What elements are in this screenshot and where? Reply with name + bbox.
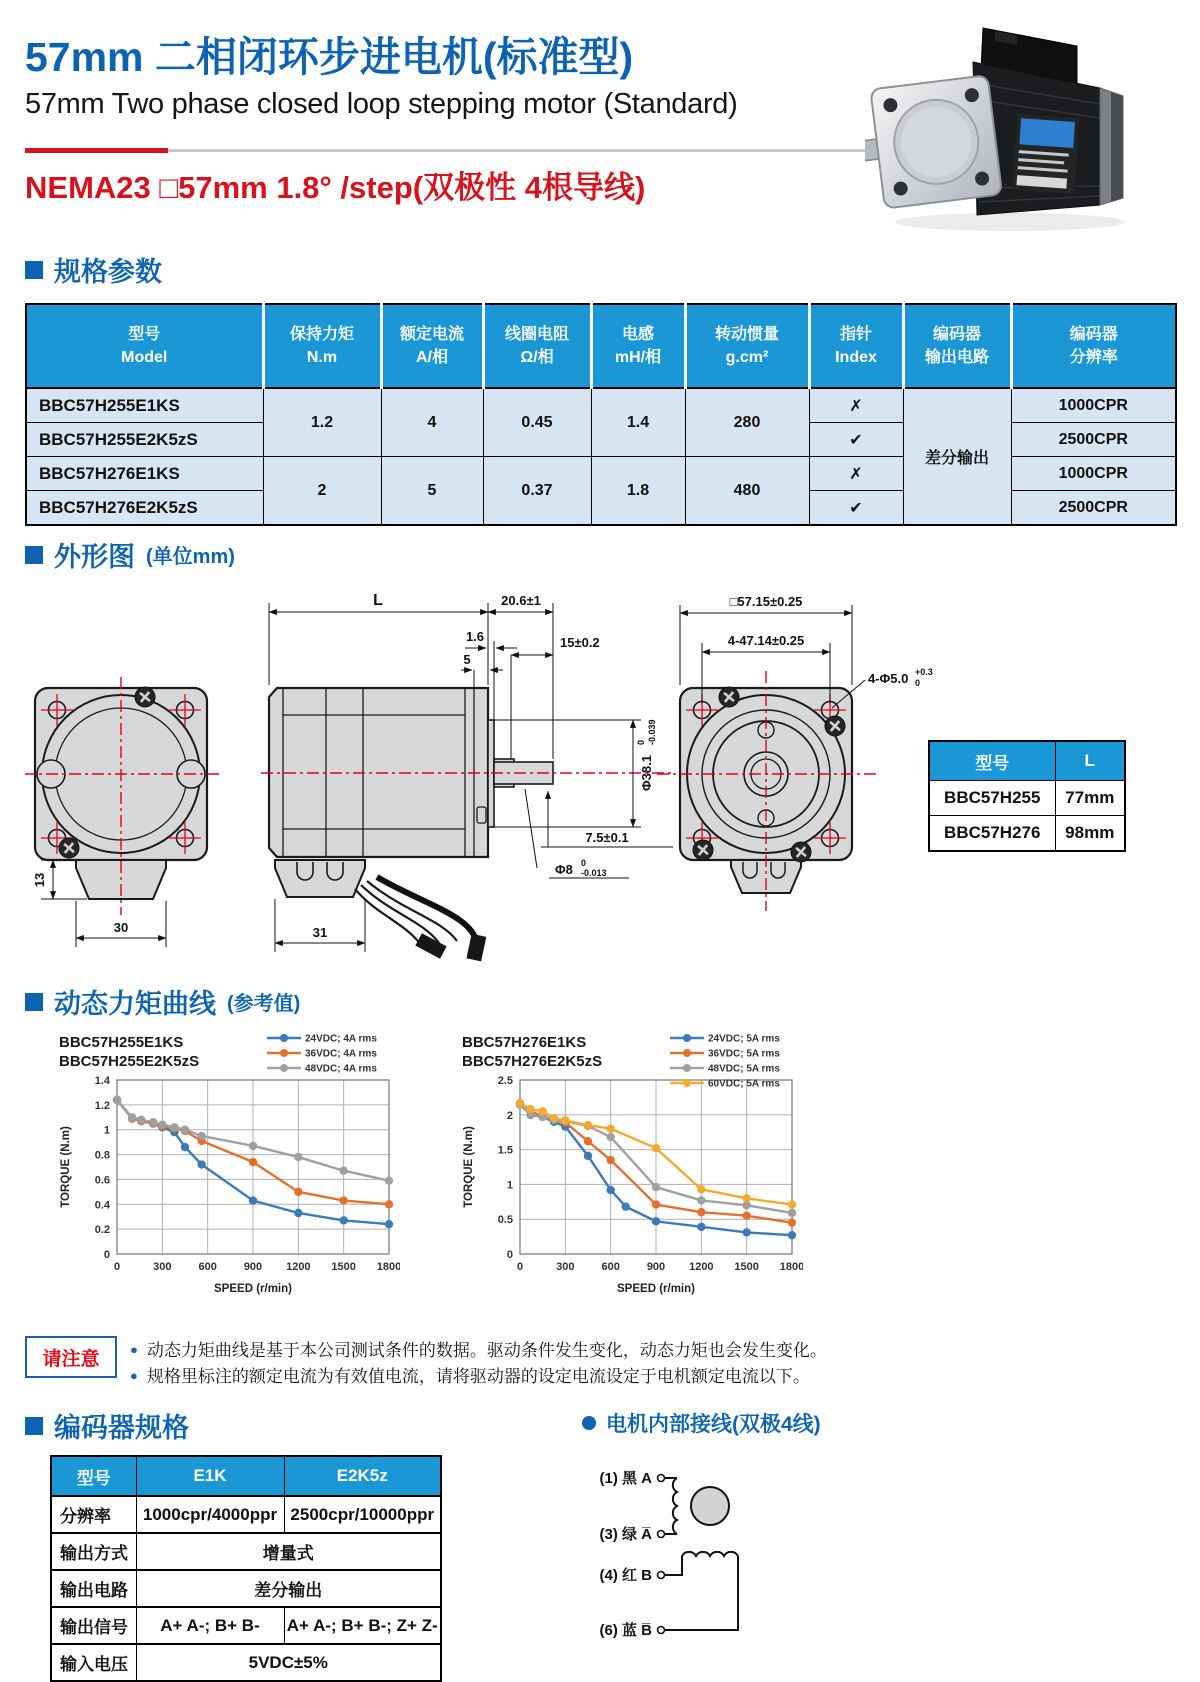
data-point xyxy=(385,1220,393,1228)
y-tick: 0.8 xyxy=(94,1149,110,1162)
enc-resolution-e1k: 1000cpr/4000ppr xyxy=(136,1496,284,1533)
y-tick: 1.4 xyxy=(94,1075,110,1087)
dim-hole-tol-bot: 0 xyxy=(915,678,921,688)
y-tick: 0.4 xyxy=(94,1199,110,1212)
x-tick: 300 xyxy=(153,1261,172,1273)
table-row xyxy=(51,1607,441,1644)
data-point xyxy=(652,1183,660,1191)
motor-photo xyxy=(865,0,1155,235)
x-tick: 0 xyxy=(516,1261,524,1273)
model-cell: BBC57H255E1KS xyxy=(26,388,263,423)
x-tick: 600 xyxy=(198,1261,217,1273)
data-point xyxy=(788,1209,796,1217)
page-title: 57mm 二相闭环步进电机(标准型) xyxy=(25,34,634,80)
bullet-icon: ● xyxy=(130,1368,138,1383)
x-tick: 300 xyxy=(556,1261,575,1273)
wiring-terminals xyxy=(658,1475,665,1634)
terminal-label-3: (3) 绿 A̅ xyxy=(599,1526,652,1543)
dim-front-len: 20.6±1 xyxy=(501,593,541,608)
section-bullet-icon xyxy=(25,1417,43,1435)
dim-conn-width2: 31 xyxy=(312,925,328,940)
inductance-cell: 1.4 xyxy=(591,388,685,457)
dim-L: L xyxy=(373,592,383,609)
col-inductance: 电感 mH/相 xyxy=(591,304,685,388)
col-inertia: 转动惯量 g.cm² xyxy=(685,304,809,388)
data-point xyxy=(742,1194,750,1202)
enc-input-voltage: 5VDC±5% xyxy=(136,1644,441,1681)
encoder-table xyxy=(50,1455,442,1682)
svg-text:48VDC; 5A rms: 48VDC; 5A rms xyxy=(708,1063,780,1075)
y-tick: 0.2 xyxy=(94,1224,110,1237)
legend-item xyxy=(267,1064,377,1075)
dim-hole-tol-top: +0.3 xyxy=(915,667,933,677)
dim-hole-dia: 4-Φ5.0 xyxy=(868,671,909,686)
resolution-cell: 1000CPR xyxy=(1011,388,1176,423)
chart-title: BBC57H255E1KS xyxy=(59,1034,184,1051)
data-point xyxy=(697,1223,705,1231)
table-row xyxy=(51,1570,441,1607)
data-point xyxy=(697,1196,705,1204)
l-table-col-model: 型号 xyxy=(929,741,1055,781)
dim-step: 7.5±0.1 xyxy=(585,830,629,845)
resolution-cell: 2500CPR xyxy=(1011,491,1176,526)
y-axis-label: TORQUE (N.m) xyxy=(60,1126,72,1208)
l-table-col-L: L xyxy=(1055,741,1125,781)
data-point xyxy=(385,1176,393,1184)
notice-item-2: ● 规格里标注的额定电流为有效值电流，请将驱动器的设定电流设定于电机额定电流以下。 xyxy=(130,1367,810,1386)
data-point xyxy=(113,1096,121,1104)
y-tick: 0 xyxy=(506,1249,513,1261)
motor-flange xyxy=(865,75,1002,214)
y-tick: 1.2 xyxy=(94,1099,110,1112)
data-point xyxy=(606,1125,614,1133)
dim-boss-dia xyxy=(636,719,657,791)
dim-pitch: 4-47.14±0.25 xyxy=(727,633,805,648)
data-point xyxy=(197,1132,205,1140)
data-point xyxy=(584,1137,592,1145)
col-model: 型号 Model xyxy=(26,304,263,388)
l-model: BBC57H255 xyxy=(929,781,1055,816)
enc-col-model: 型号 xyxy=(51,1456,136,1496)
x-tick: 1200 xyxy=(689,1261,714,1273)
legend-item xyxy=(267,1034,377,1045)
x-tick: 900 xyxy=(646,1261,666,1273)
x-tick: 1800 xyxy=(779,1261,803,1273)
plot-area xyxy=(498,1075,803,1273)
chart-title: BBC57H255E2K5zS xyxy=(59,1053,200,1070)
data-point xyxy=(339,1216,347,1224)
svg-text:36VDC; 4A rms: 36VDC; 4A rms xyxy=(305,1048,377,1060)
terminal-label-1: (1) 黑 A xyxy=(599,1470,652,1487)
dim-shaft-dia-tol-bot: -0.013 xyxy=(581,868,607,878)
legend-item xyxy=(670,1079,780,1090)
table-row xyxy=(929,781,1125,816)
data-point xyxy=(128,1113,136,1121)
rotor-circle xyxy=(691,1487,729,1525)
x-axis-label: SPEED (r/min) xyxy=(214,1283,292,1295)
x-tick: 0 xyxy=(113,1261,121,1273)
torque-chart-276 xyxy=(458,1030,803,1315)
table-row xyxy=(26,388,1176,423)
section-encoder-title: 编码器规格 xyxy=(54,1413,189,1443)
y-axis-label: TORQUE (N.m) xyxy=(463,1126,475,1208)
y-tick: 0.6 xyxy=(94,1174,110,1187)
notice-label: 请注意 xyxy=(25,1336,117,1378)
resolution-cell: 1000CPR xyxy=(1011,457,1176,491)
section-bullet-icon xyxy=(25,993,43,1011)
rear-view xyxy=(657,594,933,911)
section-specs xyxy=(25,250,162,289)
x-tick: 1800 xyxy=(376,1261,400,1273)
current-cell: 5 xyxy=(381,457,483,526)
legend-item xyxy=(267,1049,377,1060)
enc-signal-e1k: A+ A-; B+ B- xyxy=(136,1607,284,1644)
length-table xyxy=(928,740,1126,852)
data-point xyxy=(249,1142,257,1150)
divider-gray xyxy=(168,149,868,152)
enc-resolution-e2k5z: 2500cpr/10000ppr xyxy=(284,1496,441,1533)
index-mark: ✔ xyxy=(809,491,903,526)
y-tick: 2 xyxy=(506,1109,513,1122)
table-row xyxy=(51,1533,441,1570)
dim-flange-th: 5 xyxy=(463,652,471,667)
col-encoder-circuit: 编码器 输出电路 xyxy=(903,304,1011,388)
resistance-cell: 0.45 xyxy=(483,388,591,457)
legend-item xyxy=(670,1064,780,1075)
data-point xyxy=(652,1144,660,1152)
torque-chart-svg xyxy=(55,1030,400,1315)
legend-item xyxy=(670,1049,780,1060)
index-mark: ✗ xyxy=(809,388,903,423)
section-specs-title: 规格参数 xyxy=(54,257,162,287)
data-point xyxy=(788,1200,796,1208)
data-point xyxy=(742,1228,750,1236)
data-point xyxy=(788,1218,796,1226)
section-wiring xyxy=(582,1408,821,1438)
section-torque xyxy=(25,982,300,1021)
svg-text:48VDC; 4A rms: 48VDC; 4A rms xyxy=(305,1063,377,1075)
data-point xyxy=(652,1200,660,1208)
motor-label xyxy=(1012,114,1079,194)
data-point xyxy=(339,1167,347,1175)
dim-boss-th: 1.6 xyxy=(465,629,485,644)
data-point xyxy=(158,1121,166,1129)
torque-chart-svg xyxy=(458,1030,803,1315)
data-point xyxy=(181,1143,189,1151)
enc-output-mode: 增量式 xyxy=(136,1533,441,1570)
dim-square: □57.15±0.25 xyxy=(729,594,803,609)
chart-title: BBC57H276E2K5zS xyxy=(462,1053,603,1070)
data-point xyxy=(788,1231,796,1239)
data-point xyxy=(181,1126,189,1134)
data-point xyxy=(294,1188,302,1196)
data-point xyxy=(197,1160,205,1168)
y-tick: 0.5 xyxy=(497,1214,513,1227)
data-point xyxy=(294,1153,302,1161)
section-dims-unit: (单位mm) xyxy=(146,546,235,568)
l-model: BBC57H276 xyxy=(929,816,1055,852)
encoder-header-row xyxy=(51,1456,441,1496)
x-tick: 1500 xyxy=(331,1261,356,1273)
x-tick: 1500 xyxy=(734,1261,759,1273)
data-point xyxy=(385,1200,393,1208)
data-point xyxy=(606,1156,614,1164)
dim-shaft-dia: Φ8 xyxy=(555,862,573,877)
legend-item xyxy=(670,1034,780,1045)
current-cell: 4 xyxy=(381,388,483,457)
svg-text:-0.039: -0.039 xyxy=(647,719,657,745)
y-tick: 0 xyxy=(103,1249,110,1261)
circle-bullet-icon xyxy=(582,1416,596,1430)
y-tick: 1 xyxy=(506,1179,513,1192)
torque-chart-255 xyxy=(55,1030,400,1315)
svg-text:Φ38.1: Φ38.1 xyxy=(639,755,654,791)
data-point xyxy=(606,1186,614,1194)
enc-row-label: 输出信号 xyxy=(51,1607,136,1644)
motor-cable xyxy=(377,877,477,943)
nema-spec-line: NEMA23 □57mm 1.8° /step(双极性 4根导线) xyxy=(25,170,646,205)
data-point xyxy=(516,1099,524,1107)
section-torque-unit: (参考值) xyxy=(227,993,301,1015)
section-bullet-icon xyxy=(25,546,43,564)
front-view xyxy=(25,677,223,947)
enc-signal-e2k5z: A+ A-; B+ B-; Z+ Z- xyxy=(284,1607,441,1644)
x-axis-label: SPEED (r/min) xyxy=(617,1283,695,1295)
inertia-cell: 280 xyxy=(685,388,809,457)
terminal-label-4: (4) 红 B xyxy=(599,1567,652,1584)
col-encoder-res: 编码器 分辨率 xyxy=(1011,304,1176,388)
col-resistance: 线圈电阻 Ω/相 xyxy=(483,304,591,388)
data-point xyxy=(249,1158,257,1166)
terminal-label-6: (6) 蓝 B̅ xyxy=(599,1622,652,1639)
table-row xyxy=(51,1644,441,1681)
svg-text:60VDC; 5A rms: 60VDC; 5A rms xyxy=(708,1078,780,1090)
col-current: 额定电流 A/相 xyxy=(381,304,483,388)
spec-table xyxy=(25,303,1177,526)
y-tick: 2.5 xyxy=(497,1075,513,1087)
y-tick: 1 xyxy=(103,1124,110,1137)
data-point xyxy=(149,1118,157,1126)
l-value: 77mm xyxy=(1055,781,1125,816)
table-row xyxy=(51,1496,441,1533)
page-subtitle-en: 57mm Two phase closed loop stepping motor (Standard) xyxy=(25,88,738,120)
data-point xyxy=(606,1133,614,1141)
section-dims-title: 外形图 xyxy=(54,542,135,572)
enc-row-label: 输入电压 xyxy=(51,1644,136,1681)
notice-item-1: ● 动态力矩曲线是基于本公司测试条件的数据。驱动条件发生变化，动态力矩也会发生变化。 xyxy=(130,1341,827,1360)
bullet-icon: ● xyxy=(130,1342,138,1357)
enc-row-label: 分辨率 xyxy=(51,1496,136,1533)
data-point xyxy=(742,1212,750,1220)
data-point xyxy=(538,1107,546,1115)
dim-shaft-dia-tol-top: 0 xyxy=(581,858,587,868)
data-point xyxy=(170,1123,178,1131)
y-tick: 1.5 xyxy=(497,1144,513,1157)
model-cell: BBC57H276E2K5zS xyxy=(26,491,263,526)
spec-header-row xyxy=(26,304,1176,388)
enc-row-label: 输出方式 xyxy=(51,1533,136,1570)
model-cell: BBC57H276E1KS xyxy=(26,457,263,491)
inductance-cell: 1.8 xyxy=(591,457,685,526)
resistance-cell: 0.37 xyxy=(483,457,591,526)
data-point xyxy=(137,1116,145,1124)
model-cell: BBC57H255E2K5zS xyxy=(26,423,263,457)
encoder-output-cell: 差分输出 xyxy=(903,388,1011,525)
section-encoder xyxy=(25,1406,189,1445)
col-torque: 保持力矩 N.m xyxy=(263,304,381,388)
data-point xyxy=(584,1121,592,1129)
x-tick: 900 xyxy=(243,1261,263,1273)
data-point xyxy=(249,1196,257,1204)
svg-text:36VDC; 5A rms: 36VDC; 5A rms xyxy=(708,1048,780,1060)
table-row xyxy=(929,816,1125,852)
data-point xyxy=(622,1202,630,1210)
data-point xyxy=(697,1208,705,1216)
divider-red xyxy=(25,148,168,153)
resolution-cell: 2500CPR xyxy=(1011,423,1176,457)
svg-text:24VDC; 4A rms: 24VDC; 4A rms xyxy=(305,1033,377,1045)
col-index: 指针 Index xyxy=(809,304,903,388)
data-point xyxy=(526,1105,534,1113)
torque-cell: 1.2 xyxy=(263,388,381,457)
chart-title: BBC57H276E1KS xyxy=(462,1034,587,1051)
data-point xyxy=(697,1185,705,1193)
l-value: 98mm xyxy=(1055,816,1125,852)
enc-col-e2k5z: E2K5z xyxy=(284,1456,441,1496)
svg-text:24VDC; 5A rms: 24VDC; 5A rms xyxy=(708,1033,780,1045)
inertia-cell: 480 xyxy=(685,457,809,526)
index-mark: ✗ xyxy=(809,457,903,491)
enc-row-label: 输出电路 xyxy=(51,1570,136,1607)
svg-text:0: 0 xyxy=(636,739,646,745)
data-point xyxy=(550,1114,558,1122)
torque-cell: 2 xyxy=(263,457,381,526)
dim-conn-width: 30 xyxy=(113,920,129,935)
dim-conn-height: 13 xyxy=(32,872,47,888)
enc-col-e1k: E1K xyxy=(136,1456,284,1496)
data-point xyxy=(294,1209,302,1217)
section-bullet-icon xyxy=(25,261,43,279)
dim-shaft-len: 15±0.2 xyxy=(560,635,600,650)
data-point xyxy=(652,1217,660,1225)
wiring-diagram xyxy=(582,1448,922,1660)
section-torque-title: 动态力矩曲线 xyxy=(54,989,216,1019)
data-point xyxy=(584,1152,592,1160)
x-tick: 600 xyxy=(601,1261,620,1273)
section-dims xyxy=(25,535,235,574)
data-point xyxy=(561,1116,569,1124)
section-wiring-title: 电机内部接线(双极4线) xyxy=(606,1413,821,1436)
side-view xyxy=(261,592,673,961)
data-point xyxy=(339,1196,347,1204)
index-mark: ✔ xyxy=(809,423,903,457)
x-tick: 1200 xyxy=(286,1261,311,1273)
enc-output-circuit: 差分输出 xyxy=(136,1570,441,1607)
